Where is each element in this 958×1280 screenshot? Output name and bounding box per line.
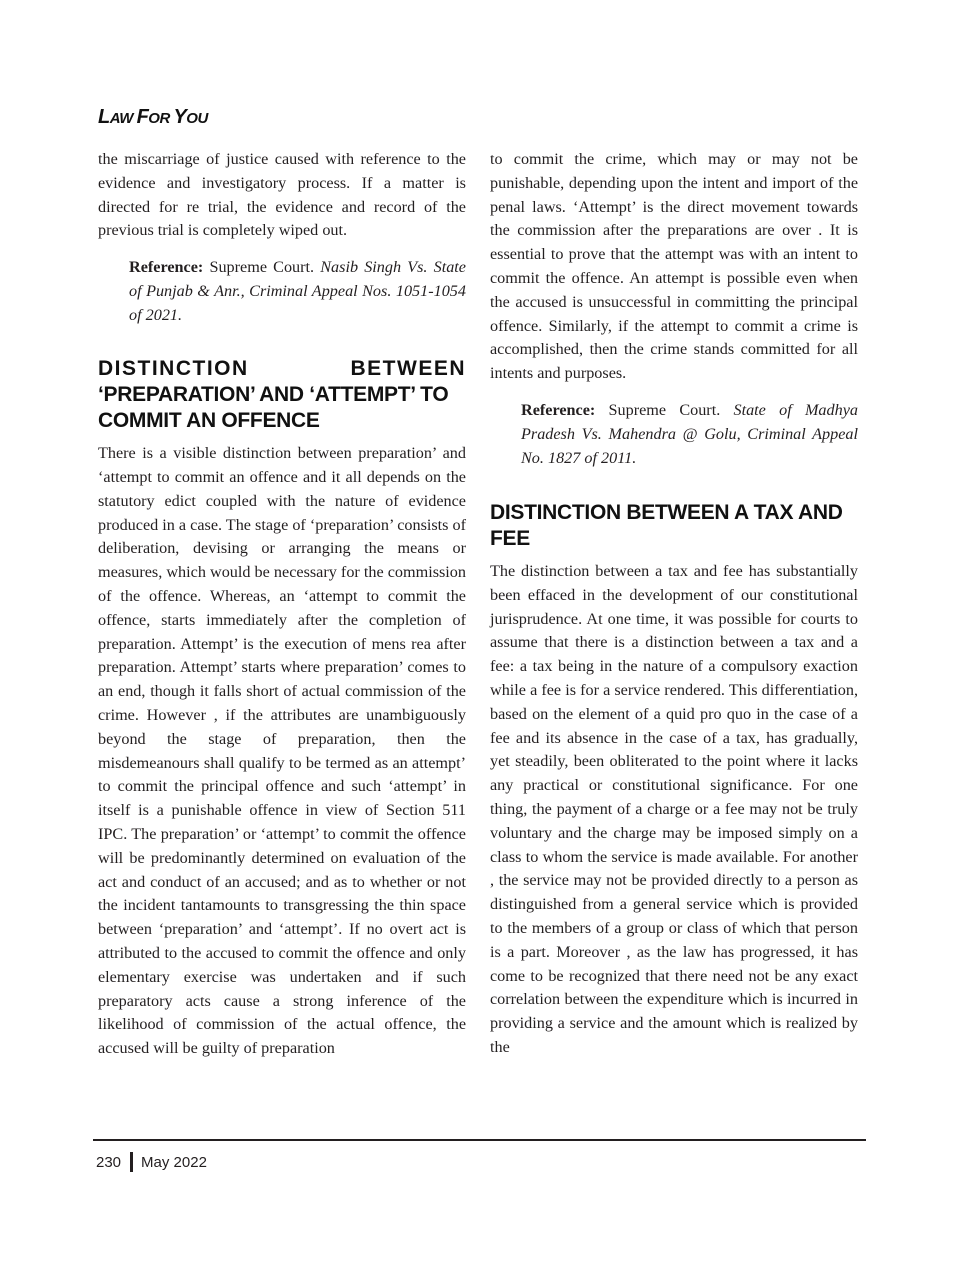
heading-word-distinction: DISTINCTION	[98, 357, 249, 381]
reference-citation-2	[490, 398, 858, 470]
heading-word-between: BETWEEN	[350, 357, 466, 381]
running-head-initial-f: F	[136, 106, 149, 128]
reference-case-name: State of Madhya Pradesh Vs. Mahendra @ Golu, Criminal Appeal No. 1827 of 2011.	[521, 400, 858, 467]
left-column	[98, 148, 466, 1061]
section-heading-preparation-attempt	[98, 356, 466, 434]
issue-date: May 2022	[141, 1153, 207, 1171]
body-paragraph-preparation-attempt: There is a visible distinction between preparation’ and ‘attempt to commit an offence and it all depends on the statutory edict coupled with the nature of evidence produced in a case. The stage of ‘preparation’ consists of deliberation, devising or arranging the means or measures, which would be necessary for the commission of the offence. Whereas, an ‘attempt to commit the offence, starts immediately after the completion of preparation. Attempt’ is the execution of mens rea after preparation. Attempt’ starts where preparation’ comes to an end, though it falls short of actual commission of the crime. However , if the attributes are unambiguously beyond the stage of preparation, then the misdemeanours shall qualify to be termed as an attempt’ to commit the principal offence and such ‘attempt’ in itself is a punishable offence in view of Section 511 IPC. The preparation’ or ‘attempt’ to commit the offence will be predominantly determined on evaluation of the act and conduct of an accused; and as to whether or not the incident tantamounts to transgressing the thin space between ‘preparation’ and ‘attempt’. If no overt act is attributed to the accused to commit the offence and only elementary exercise was undertaken and if such preparatory acts cause a strong inference of the likelihood of commission of the actual offence, the accused will be guilty of preparation	[98, 444, 466, 1058]
right-column	[490, 148, 858, 1060]
reference-court: Supreme Court.	[595, 400, 734, 419]
reference-citation-1	[98, 255, 466, 327]
reference-case-name: Nasib Singh Vs. State of Punjab & Anr., Criminal Appeal Nos. 1051-1054 of 2021.	[129, 258, 466, 325]
reference-label: Reference:	[521, 400, 596, 419]
footer-separator-bar	[130, 1152, 133, 1172]
running-head-initial-y: Y	[173, 106, 187, 128]
intro-paragraph: the miscarriage of justice caused with reference to the evidence and investigatory process. If a matter is directed for re trial, the evidence and record of the previous trial is completely wiped out.	[98, 150, 466, 240]
running-head-initial-l: L	[98, 106, 110, 128]
footer-divider	[93, 1139, 866, 1141]
running-head	[98, 106, 208, 129]
reference-court: Supreme Court.	[203, 258, 321, 277]
running-head-smallcaps-or: OR	[148, 110, 174, 127]
continued-paragraph: to commit the crime, which may or may not be punishable, depending upon the intent and import of the penal laws. ‘Attempt’ is the direct movement towards the commission after the preparations are over . It is essential to prove that the attempt was with an intent to commit the offence. An attempt is possible even when the accused is unsuccessful in committing the principal offence. Similarly, if the attempt to commit a crime is accomplished, then the crime stands committed for all intents and purposes.	[490, 150, 858, 383]
heading-remainder: ‘PREPARATION’ AND ‘ATTEMPT’ TO COMMIT AN OFFENCE	[98, 383, 449, 433]
section-heading-tax-fee: DISTINCTION BETWEEN A TAX AND FEE	[490, 500, 843, 550]
page-footer	[96, 1152, 207, 1172]
page-number: 230	[96, 1153, 122, 1171]
running-head-smallcaps-ou: OU	[186, 110, 208, 127]
body-paragraph-tax-fee: The distinction between a tax and fee has substantially been effaced in the development of our constitutional jurisprudence. At one time, it was possible for courts to assume that there is a distinction between a tax and a fee: a tax being in the nature of a compulsory exaction while a fee is for a service rendered. This differentiation, based on the element of a quid pro quo in the case of a fee and its absence in the case of a tax, has gradually, yet steadily, been obliterated to the point where it lacks any practical or constitutional significance. For one thing, the payment of a charge or a fee may not be truly voluntary and the charge may be imposed simply on a class to whom the service is made available. For another , the service may not be provided directly to a person as distinguished from a general service which is provided to the members of a group or class of which that person is a part. Moreover , as the law has progressed, it has come to be recognized that there need not be any exact correlation between the expenditure which is incurred in providing a service and the amount which is realized by the	[490, 561, 858, 1056]
reference-label: Reference:	[129, 258, 204, 277]
running-head-smallcaps-aw: AW	[109, 110, 137, 127]
